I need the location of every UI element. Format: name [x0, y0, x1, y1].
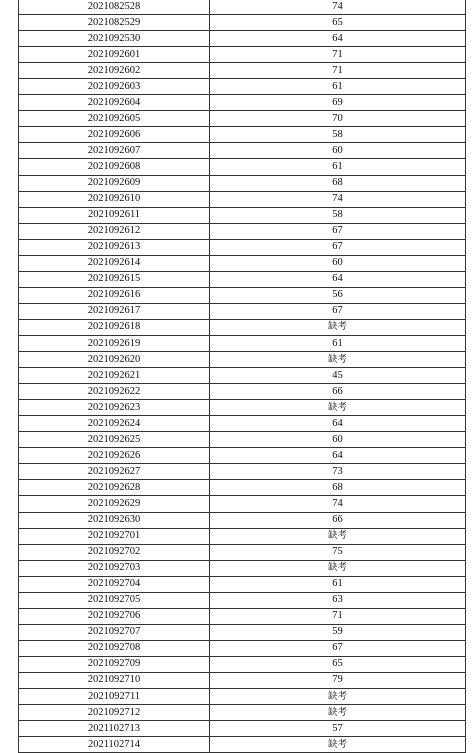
score-table-body	[19, 0, 466, 753]
table-row	[19, 335, 466, 351]
score-cell: 56	[210, 287, 466, 303]
exam-id-cell: 2021092624	[19, 416, 210, 432]
table-row	[19, 239, 466, 255]
score-cell: 74	[210, 191, 466, 207]
exam-id-cell: 2021092530	[19, 31, 210, 47]
table-row	[19, 608, 466, 624]
table-row	[19, 303, 466, 319]
exam-id-cell: 2021092704	[19, 576, 210, 592]
score-cell: 71	[210, 47, 466, 63]
exam-id-cell: 2021092706	[19, 608, 210, 624]
exam-id-cell: 2021092629	[19, 496, 210, 512]
exam-id-cell: 2021092609	[19, 175, 210, 191]
exam-id-cell: 2021092617	[19, 303, 210, 319]
score-cell: 66	[210, 512, 466, 528]
score-cell: 67	[210, 239, 466, 255]
table-row	[19, 159, 466, 175]
score-cell: 74	[210, 0, 466, 15]
score-cell: 67	[210, 303, 466, 319]
score-cell: 61	[210, 79, 466, 95]
table-row	[19, 47, 466, 63]
exam-id-cell: 2021092709	[19, 656, 210, 672]
exam-id-cell: 2021092602	[19, 63, 210, 79]
exam-id-cell: 2021102713	[19, 721, 210, 737]
exam-id-cell: 2021102714	[19, 737, 210, 753]
score-cell: 67	[210, 223, 466, 239]
table-row	[19, 544, 466, 560]
table-row	[19, 15, 466, 31]
exam-id-cell: 2021092622	[19, 384, 210, 400]
score-cell: 58	[210, 207, 466, 223]
table-row	[19, 576, 466, 592]
exam-id-cell: 2021092627	[19, 464, 210, 480]
score-cell: 64	[210, 416, 466, 432]
score-cell: 57	[210, 721, 466, 737]
exam-id-cell: 2021092605	[19, 111, 210, 127]
table-row	[19, 672, 466, 688]
score-cell: 缺考	[210, 737, 466, 753]
score-cell: 缺考	[210, 400, 466, 416]
score-cell: 61	[210, 335, 466, 351]
score-cell: 缺考	[210, 319, 466, 335]
table-row	[19, 737, 466, 753]
exam-id-cell: 2021092712	[19, 705, 210, 721]
exam-id-cell: 2021092612	[19, 223, 210, 239]
exam-id-cell: 2021092601	[19, 47, 210, 63]
exam-id-cell: 2021092607	[19, 143, 210, 159]
score-cell: 58	[210, 127, 466, 143]
score-cell: 66	[210, 384, 466, 400]
exam-id-cell: 2021092703	[19, 560, 210, 576]
score-cell: 73	[210, 464, 466, 480]
table-row	[19, 496, 466, 512]
table-row	[19, 512, 466, 528]
exam-id-cell: 2021092710	[19, 672, 210, 688]
table-row	[19, 352, 466, 368]
exam-id-cell: 2021092705	[19, 592, 210, 608]
table-row	[19, 95, 466, 111]
score-cell: 61	[210, 576, 466, 592]
score-cell: 65	[210, 656, 466, 672]
table-row	[19, 31, 466, 47]
table-row	[19, 592, 466, 608]
exam-id-cell: 2021092604	[19, 95, 210, 111]
exam-id-cell: 2021092707	[19, 624, 210, 640]
table-row	[19, 175, 466, 191]
exam-id-cell: 2021092623	[19, 400, 210, 416]
score-cell: 71	[210, 63, 466, 79]
score-cell: 60	[210, 255, 466, 271]
exam-id-cell: 2021092606	[19, 127, 210, 143]
score-cell: 64	[210, 271, 466, 287]
table-row	[19, 480, 466, 496]
score-cell: 75	[210, 544, 466, 560]
table-row	[19, 656, 466, 672]
score-cell: 68	[210, 480, 466, 496]
table-row	[19, 143, 466, 159]
exam-id-cell: 2021092701	[19, 528, 210, 544]
table-row	[19, 384, 466, 400]
table-row	[19, 79, 466, 95]
score-cell: 45	[210, 368, 466, 384]
exam-id-cell: 2021092615	[19, 271, 210, 287]
table-row	[19, 223, 466, 239]
score-cell: 67	[210, 640, 466, 656]
exam-id-cell: 2021092711	[19, 689, 210, 705]
score-cell: 65	[210, 15, 466, 31]
score-table	[18, 0, 466, 753]
table-row	[19, 640, 466, 656]
score-cell: 71	[210, 608, 466, 624]
table-row	[19, 528, 466, 544]
exam-id-cell: 2021092603	[19, 79, 210, 95]
table-row	[19, 624, 466, 640]
table-row	[19, 448, 466, 464]
exam-id-cell: 2021092610	[19, 191, 210, 207]
score-cell: 60	[210, 143, 466, 159]
table-row	[19, 191, 466, 207]
table-row	[19, 689, 466, 705]
score-cell: 64	[210, 448, 466, 464]
score-cell: 69	[210, 95, 466, 111]
exam-id-cell: 2021082528	[19, 0, 210, 15]
table-row	[19, 432, 466, 448]
score-cell: 缺考	[210, 560, 466, 576]
exam-id-cell: 2021092620	[19, 352, 210, 368]
table-row	[19, 255, 466, 271]
score-cell: 64	[210, 31, 466, 47]
score-cell: 79	[210, 672, 466, 688]
table-row	[19, 560, 466, 576]
table-row	[19, 271, 466, 287]
score-cell: 缺考	[210, 689, 466, 705]
table-row	[19, 127, 466, 143]
exam-id-cell: 2021092702	[19, 544, 210, 560]
table-row	[19, 207, 466, 223]
exam-id-cell: 2021092616	[19, 287, 210, 303]
table-row	[19, 287, 466, 303]
table-row	[19, 400, 466, 416]
score-cell: 61	[210, 159, 466, 175]
table-row	[19, 416, 466, 432]
exam-id-cell: 2021092630	[19, 512, 210, 528]
score-cell: 70	[210, 111, 466, 127]
table-row	[19, 63, 466, 79]
exam-id-cell: 2021092626	[19, 448, 210, 464]
table-row	[19, 721, 466, 737]
exam-id-cell: 2021092621	[19, 368, 210, 384]
exam-id-cell: 2021082529	[19, 15, 210, 31]
table-row	[19, 0, 466, 15]
score-cell: 60	[210, 432, 466, 448]
table-row	[19, 111, 466, 127]
exam-id-cell: 2021092625	[19, 432, 210, 448]
score-cell: 74	[210, 496, 466, 512]
table-row	[19, 705, 466, 721]
table-row	[19, 464, 466, 480]
table-row	[19, 319, 466, 335]
score-cell: 缺考	[210, 528, 466, 544]
score-cell: 缺考	[210, 352, 466, 368]
exam-id-cell: 2021092611	[19, 207, 210, 223]
score-cell: 68	[210, 175, 466, 191]
exam-id-cell: 2021092708	[19, 640, 210, 656]
score-cell: 59	[210, 624, 466, 640]
exam-id-cell: 2021092614	[19, 255, 210, 271]
table-row	[19, 368, 466, 384]
exam-id-cell: 2021092628	[19, 480, 210, 496]
exam-id-cell: 2021092608	[19, 159, 210, 175]
exam-id-cell: 2021092613	[19, 239, 210, 255]
exam-id-cell: 2021092618	[19, 319, 210, 335]
exam-id-cell: 2021092619	[19, 335, 210, 351]
score-cell: 63	[210, 592, 466, 608]
score-cell: 缺考	[210, 705, 466, 721]
